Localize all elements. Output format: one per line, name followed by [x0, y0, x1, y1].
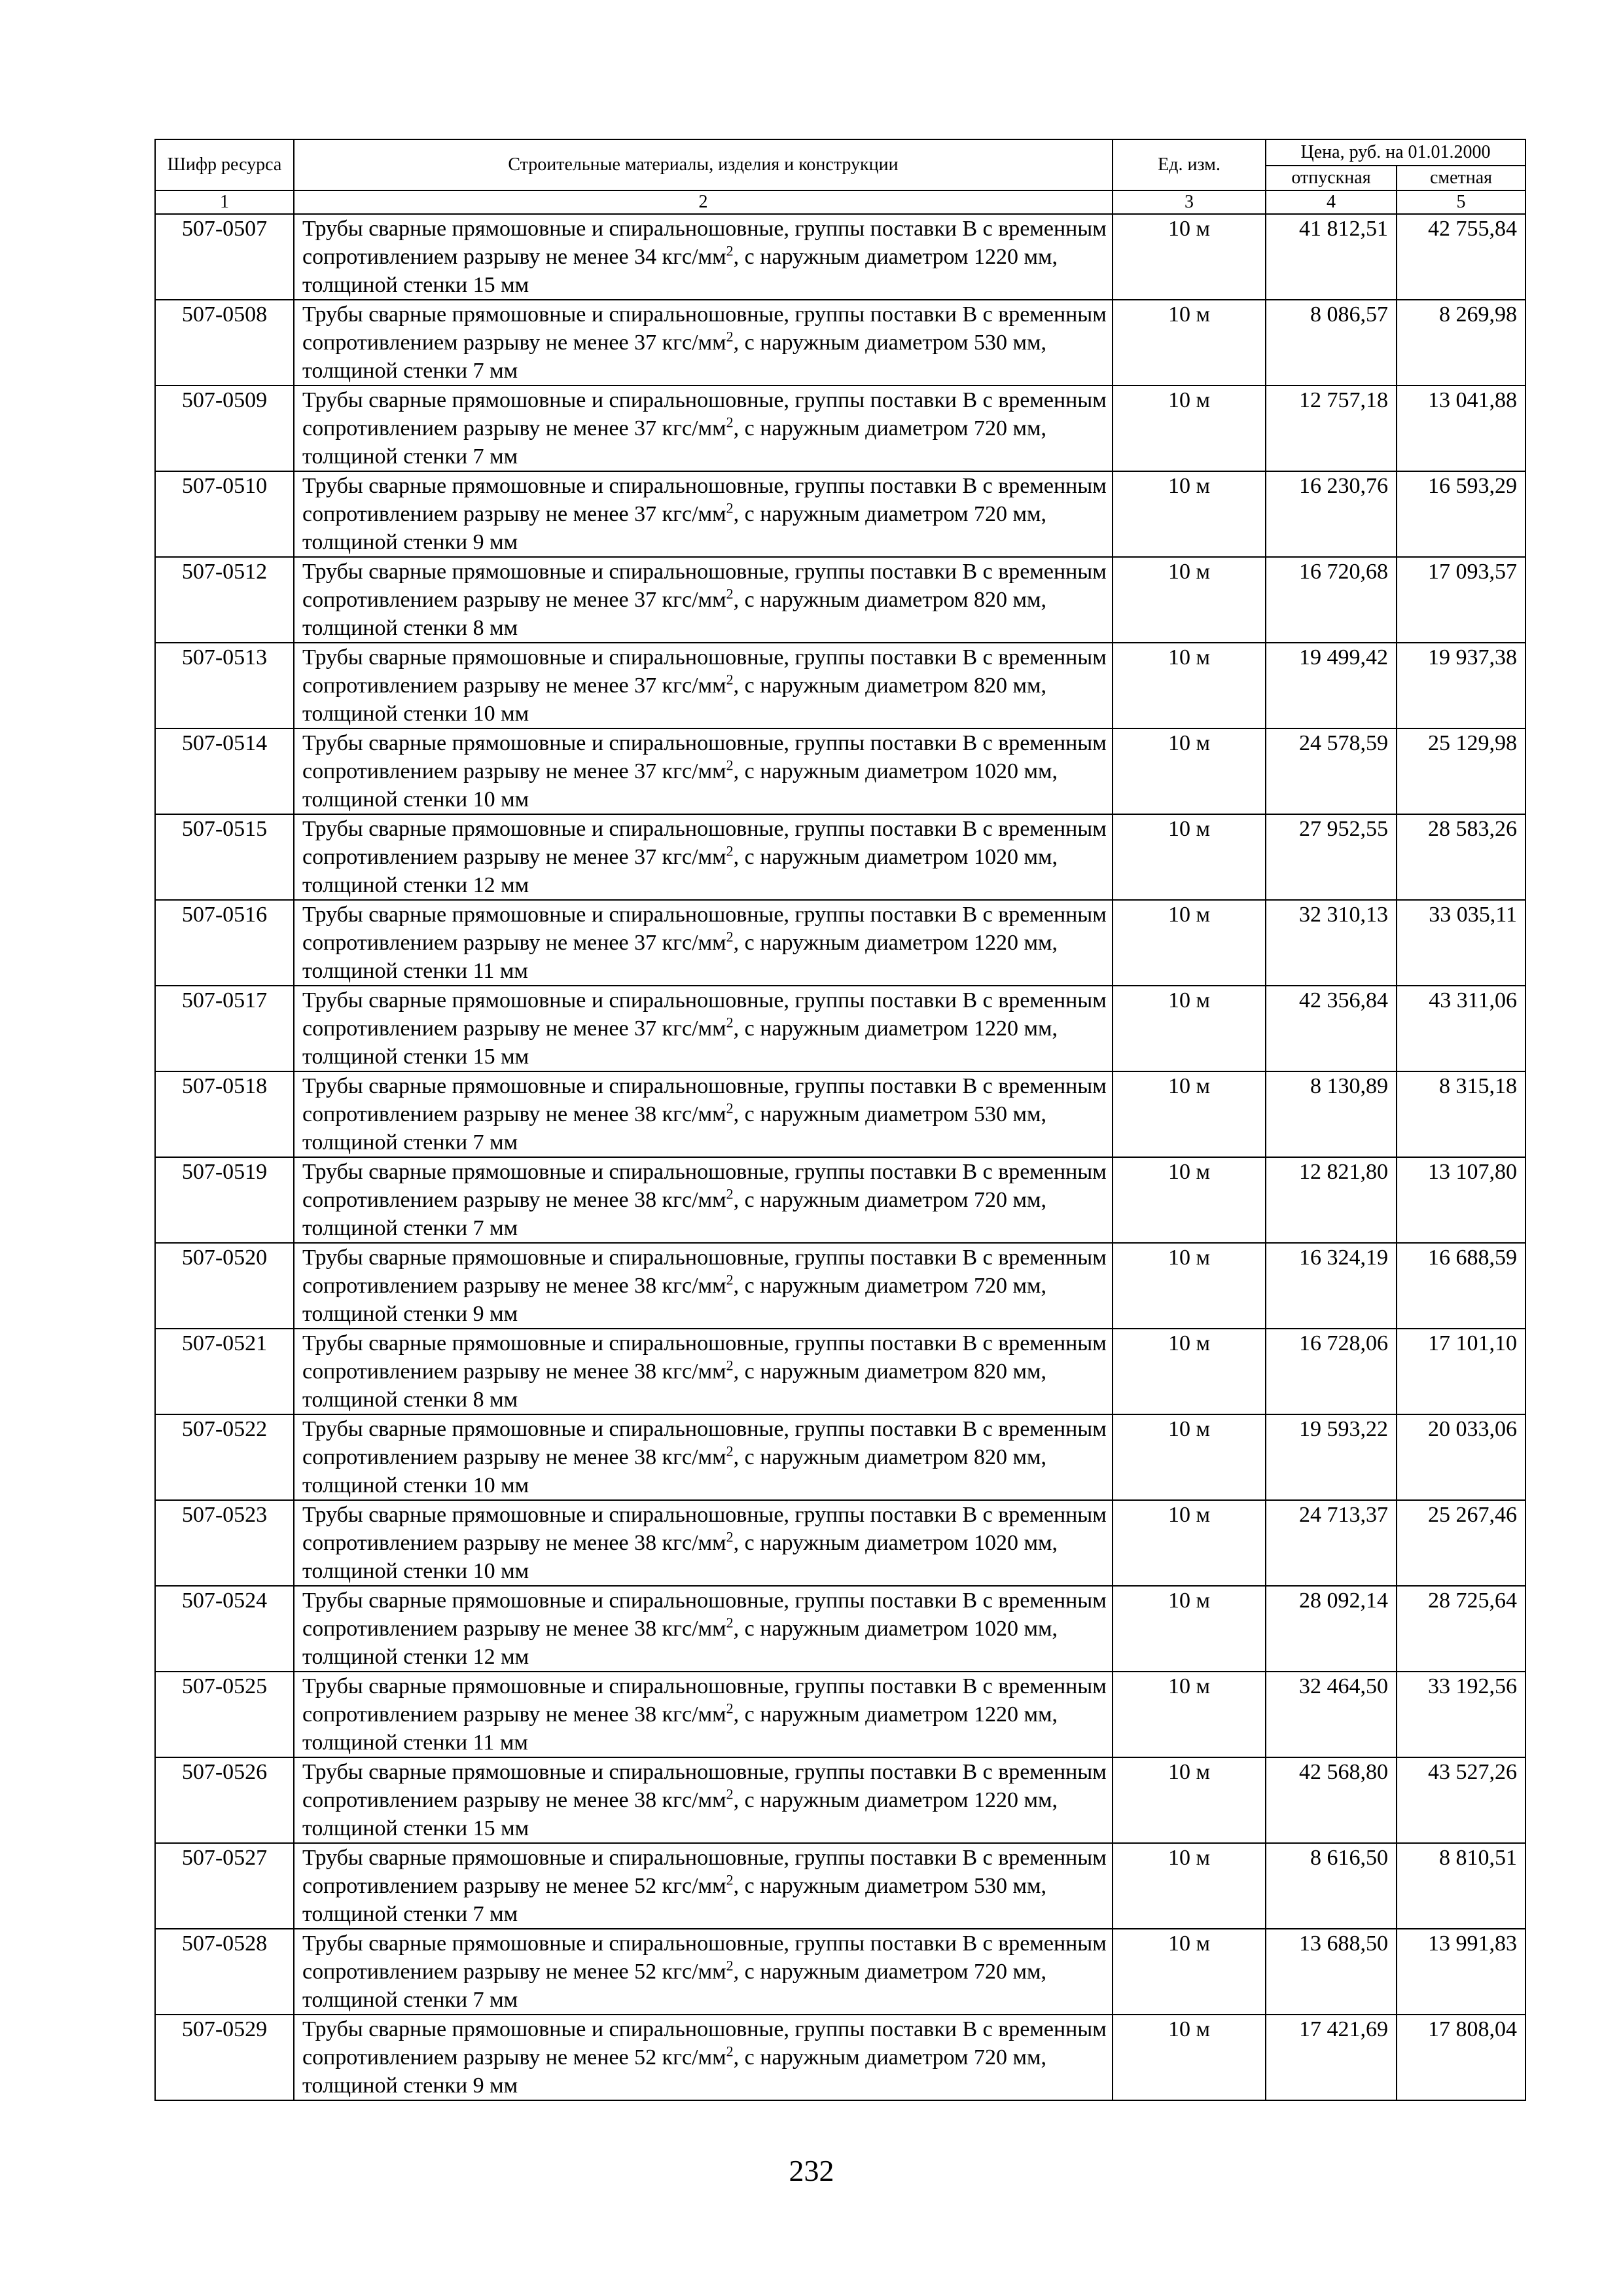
unit: 10 м: [1113, 1843, 1266, 1929]
tensile-strength: 38: [634, 1788, 657, 1812]
material-description: Трубы сварные прямошовные и спиральношовные, группы поставки В с временным сопротивлением разрыву не менее 52 кгс/$мм^2$, с наружным диаметром 720 мм, толщиной стенки 7 мм: [294, 1929, 1113, 2015]
estimate-price: 20 033,06: [1397, 1414, 1525, 1500]
table-header: [155, 139, 1525, 214]
resource-code: 507-0514: [155, 728, 294, 814]
estimate-price: 25 267,46: [1397, 1500, 1525, 1586]
wall-thickness: 7: [473, 1988, 484, 2012]
tensile-strength: 52: [634, 1874, 657, 1898]
estimate-price: 25 129,98: [1397, 728, 1525, 814]
tensile-strength: 38: [634, 1531, 657, 1555]
material-description: Трубы сварные прямошовные и спиральношовные, группы поставки В с временным сопротивлением разрыву не менее 37 кгс/$мм^2$, с наружным диаметром 720 мм, толщиной стенки 7 мм: [294, 386, 1113, 471]
estimate-price: 16 593,29: [1397, 471, 1525, 557]
estimate-price: 16 688,59: [1397, 1243, 1525, 1329]
material-description: Трубы сварные прямошовные и спиральношовные, группы поставки В с временным сопротивлением разрыву не менее 38 кгс/$мм^2$, с наружным диаметром 1220 мм, толщиной стенки 11 мм: [294, 1672, 1113, 1757]
table-row: [155, 1414, 1525, 1500]
unit: 10 м: [1113, 986, 1266, 1071]
unit: 10 м: [1113, 1500, 1266, 1586]
release-price: 28 092,14: [1266, 1586, 1397, 1672]
tensile-strength: 38: [634, 1359, 657, 1384]
resource-code: 507-0508: [155, 300, 294, 386]
wall-thickness: 8: [473, 1388, 484, 1412]
unit: 10 м: [1113, 728, 1266, 814]
tensile-strength: 37: [634, 502, 657, 526]
resource-code: 507-0528: [155, 1929, 294, 2015]
outer-diameter: 530: [973, 331, 1007, 355]
wall-thickness: 9: [473, 2073, 484, 2098]
tensile-strength: 52: [634, 1960, 657, 1984]
material-description: Трубы сварные прямошовные и спиральношовные, группы поставки В с временным сопротивлением разрыву не менее 38 кгс/$мм^2$, с наружным диаметром 820 мм, толщиной стенки 8 мм: [294, 1329, 1113, 1414]
header-estimate: сметная: [1397, 166, 1525, 190]
tensile-strength: 38: [634, 1274, 657, 1298]
unit: 10 м: [1113, 814, 1266, 900]
material-description: Трубы сварные прямошовные и спиральношовные, группы поставки В с временным сопротивлением разрыву не менее 52 кгс/$мм^2$, с наружным диаметром 530 мм, толщиной стенки 7 мм: [294, 1843, 1113, 1929]
resource-code: 507-0522: [155, 1414, 294, 1500]
header-materials: Строительные материалы, изделия и конструкции: [294, 139, 1113, 190]
estimate-price: 43 311,06: [1397, 986, 1525, 1071]
resource-code: 507-0507: [155, 214, 294, 300]
estimate-price: 8 810,51: [1397, 1843, 1525, 1929]
table-row: [155, 1586, 1525, 1672]
outer-diameter: 720: [973, 416, 1007, 440]
table-row: [155, 986, 1525, 1071]
unit: 10 м: [1113, 1757, 1266, 1843]
resource-code: 507-0517: [155, 986, 294, 1071]
material-description: Трубы сварные прямошовные и спиральношовные, группы поставки В с временным сопротивлением разрыву не менее 37 кгс/$мм^2$, с наружным диаметром 1020 мм, толщиной стенки 12 мм: [294, 814, 1113, 900]
column-number: 1: [155, 190, 294, 214]
tensile-strength: 38: [634, 1188, 657, 1212]
wall-thickness: 12: [473, 1645, 495, 1669]
page-number: 232: [789, 2154, 834, 2187]
outer-diameter: 720: [973, 1188, 1007, 1212]
estimate-price: 8 315,18: [1397, 1071, 1525, 1157]
tensile-strength: 37: [634, 331, 657, 355]
table-row: [155, 1929, 1525, 2015]
release-price: 16 720,68: [1266, 557, 1397, 643]
tensile-strength: 37: [634, 1016, 657, 1041]
wall-thickness: 10: [473, 1473, 495, 1498]
table-row: [155, 1757, 1525, 1843]
header-release: отпускная: [1266, 166, 1397, 190]
wall-thickness: 7: [473, 359, 484, 383]
table-row: [155, 1071, 1525, 1157]
material-description: Трубы сварные прямошовные и спиральношовные, группы поставки В с временным сопротивлением разрыву не менее 34 кгс/$мм^2$, с наружным диаметром 1220 мм, толщиной стенки 15 мм: [294, 214, 1113, 300]
header-unit: Ед. изм.: [1113, 139, 1266, 190]
outer-diameter: 720: [973, 1960, 1007, 1984]
resource-code: 507-0527: [155, 1843, 294, 1929]
material-description: Трубы сварные прямошовные и спиральношовные, группы поставки В с временным сопротивлением разрыву не менее 38 кгс/$мм^2$, с наружным диаметром 530 мм, толщиной стенки 7 мм: [294, 1071, 1113, 1157]
estimate-price: 28 583,26: [1397, 814, 1525, 900]
wall-thickness: 15: [473, 273, 495, 297]
wall-thickness: 7: [473, 444, 484, 469]
outer-diameter: 530: [973, 1102, 1007, 1126]
release-price: 16 230,76: [1266, 471, 1397, 557]
column-number: 5: [1397, 190, 1525, 214]
wall-thickness: 7: [473, 1902, 484, 1926]
outer-diameter: 720: [973, 2045, 1007, 2070]
estimate-price: 33 192,56: [1397, 1672, 1525, 1757]
resource-code: 507-0509: [155, 386, 294, 471]
resource-code: 507-0525: [155, 1672, 294, 1757]
column-number: 4: [1266, 190, 1397, 214]
column-number: 2: [294, 190, 1113, 214]
release-price: 27 952,55: [1266, 814, 1397, 900]
unit: 10 м: [1113, 214, 1266, 300]
table-row: [155, 728, 1525, 814]
estimate-price: 13 107,80: [1397, 1157, 1525, 1243]
resource-code: 507-0510: [155, 471, 294, 557]
release-price: 42 356,84: [1266, 986, 1397, 1071]
resource-code: 507-0529: [155, 2015, 294, 2100]
table-row: [155, 900, 1525, 986]
table-row: [155, 1843, 1525, 1929]
material-description: Трубы сварные прямошовные и спиральношовные, группы поставки В с временным сопротивлением разрыву не менее 38 кгс/$мм^2$, с наружным диаметром 1020 мм, толщиной стенки 10 мм: [294, 1500, 1113, 1586]
outer-diameter: 720: [973, 1274, 1007, 1298]
estimate-price: 8 269,98: [1397, 300, 1525, 386]
unit: 10 м: [1113, 900, 1266, 986]
resource-code: 507-0518: [155, 1071, 294, 1157]
outer-diameter: 1220: [973, 931, 1018, 955]
outer-diameter: 1020: [973, 1531, 1018, 1555]
material-description: Трубы сварные прямошовные и спиральношовные, группы поставки В с временным сопротивлением разрыву не менее 52 кгс/$мм^2$, с наружным диаметром 720 мм, толщиной стенки 9 мм: [294, 2015, 1113, 2100]
resource-code: 507-0526: [155, 1757, 294, 1843]
resource-code: 507-0516: [155, 900, 294, 986]
wall-thickness: 8: [473, 616, 484, 640]
table-row: [155, 300, 1525, 386]
release-price: 12 757,18: [1266, 386, 1397, 471]
unit: 10 м: [1113, 1586, 1266, 1672]
table-row: [155, 2015, 1525, 2100]
table-row: [155, 1243, 1525, 1329]
wall-thickness: 11: [473, 959, 495, 983]
release-price: 41 812,51: [1266, 214, 1397, 300]
unit: 10 м: [1113, 557, 1266, 643]
outer-diameter: 1220: [973, 1016, 1018, 1041]
unit: 10 м: [1113, 643, 1266, 728]
tensile-strength: 52: [634, 2045, 657, 2070]
tensile-strength: 34: [634, 245, 657, 269]
material-description: Трубы сварные прямошовные и спиральношовные, группы поставки В с временным сопротивлением разрыву не менее 38 кгс/$мм^2$, с наружным диаметром 720 мм, толщиной стенки 7 мм: [294, 1157, 1113, 1243]
resource-code: 507-0515: [155, 814, 294, 900]
material-description: Трубы сварные прямошовные и спиральношовные, группы поставки В с временным сопротивлением разрыву не менее 38 кгс/$мм^2$, с наружным диаметром 820 мм, толщиной стенки 10 мм: [294, 1414, 1113, 1500]
release-price: 12 821,80: [1266, 1157, 1397, 1243]
tensile-strength: 38: [634, 1702, 657, 1727]
wall-thickness: 15: [473, 1816, 495, 1840]
outer-diameter: 820: [973, 1359, 1007, 1384]
table-row: [155, 1500, 1525, 1586]
table-row: [155, 1329, 1525, 1414]
unit: 10 м: [1113, 386, 1266, 471]
tensile-strength: 37: [634, 931, 657, 955]
resource-code: 507-0521: [155, 1329, 294, 1414]
estimate-price: 13 041,88: [1397, 386, 1525, 471]
estimate-price: 42 755,84: [1397, 214, 1525, 300]
estimate-price: 17 808,04: [1397, 2015, 1525, 2100]
unit: 10 м: [1113, 1071, 1266, 1157]
wall-thickness: 15: [473, 1045, 495, 1069]
release-price: 32 464,50: [1266, 1672, 1397, 1757]
outer-diameter: 820: [973, 1445, 1007, 1469]
outer-diameter: 1220: [973, 245, 1018, 269]
outer-diameter: 1020: [973, 1617, 1018, 1641]
release-price: 17 421,69: [1266, 2015, 1397, 2100]
outer-diameter: 1020: [973, 845, 1018, 869]
unit: 10 м: [1113, 2015, 1266, 2100]
tensile-strength: 37: [634, 845, 657, 869]
estimate-price: 43 527,26: [1397, 1757, 1525, 1843]
outer-diameter: 530: [973, 1874, 1007, 1898]
wall-thickness: 9: [473, 1302, 484, 1326]
material-description: Трубы сварные прямошовные и спиральношовные, группы поставки В с временным сопротивлением разрыву не менее 38 кгс/$мм^2$, с наружным диаметром 1220 мм, толщиной стенки 15 мм: [294, 1757, 1113, 1843]
resource-code: 507-0519: [155, 1157, 294, 1243]
estimate-price: 13 991,83: [1397, 1929, 1525, 2015]
table-row: [155, 814, 1525, 900]
resource-code: 507-0523: [155, 1500, 294, 1586]
release-price: 8 616,50: [1266, 1843, 1397, 1929]
release-price: 13 688,50: [1266, 1929, 1397, 2015]
tensile-strength: 37: [634, 416, 657, 440]
header-price: Цена, руб. на 01.01.2000: [1266, 139, 1525, 166]
wall-thickness: 10: [473, 787, 495, 812]
material-description: Трубы сварные прямошовные и спиральношовные, группы поставки В с временным сопротивлением разрыву не менее 37 кгс/$мм^2$, с наружным диаметром 1020 мм, толщиной стенки 10 мм: [294, 728, 1113, 814]
estimate-price: 17 093,57: [1397, 557, 1525, 643]
unit: 10 м: [1113, 1929, 1266, 2015]
release-price: 42 568,80: [1266, 1757, 1397, 1843]
header-code: Шифр ресурса: [155, 139, 294, 190]
outer-diameter: 1220: [973, 1788, 1018, 1812]
wall-thickness: 10: [473, 1559, 495, 1583]
price-table: [154, 139, 1526, 2101]
wall-thickness: 9: [473, 530, 484, 554]
table-row: [155, 1672, 1525, 1757]
outer-diameter: 1220: [973, 1702, 1018, 1727]
release-price: 24 713,37: [1266, 1500, 1397, 1586]
release-price: 8 130,89: [1266, 1071, 1397, 1157]
resource-code: 507-0524: [155, 1586, 294, 1672]
wall-thickness: 12: [473, 873, 495, 897]
unit: 10 м: [1113, 1243, 1266, 1329]
wall-thickness: 11: [473, 1731, 495, 1755]
table-row: [155, 386, 1525, 471]
tensile-strength: 37: [634, 759, 657, 783]
tensile-strength: 37: [634, 673, 657, 698]
outer-diameter: 1020: [973, 759, 1018, 783]
outer-diameter: 820: [973, 673, 1007, 698]
resource-code: 507-0520: [155, 1243, 294, 1329]
release-price: 32 310,13: [1266, 900, 1397, 986]
material-description: Трубы сварные прямошовные и спиральношовные, группы поставки В с временным сопротивлением разрыву не менее 37 кгс/$мм^2$, с наружным диаметром 1220 мм, толщиной стенки 15 мм: [294, 986, 1113, 1071]
material-description: Трубы сварные прямошовные и спиральношовные, группы поставки В с временным сопротивлением разрыву не менее 38 кгс/$мм^2$, с наружным диаметром 1020 мм, толщиной стенки 12 мм: [294, 1586, 1113, 1672]
table-row: [155, 1157, 1525, 1243]
tensile-strength: 38: [634, 1445, 657, 1469]
release-price: 8 086,57: [1266, 300, 1397, 386]
table-row: [155, 214, 1525, 300]
resource-code: 507-0512: [155, 557, 294, 643]
estimate-price: 17 101,10: [1397, 1329, 1525, 1414]
release-price: 16 324,19: [1266, 1243, 1397, 1329]
tensile-strength: 38: [634, 1617, 657, 1641]
unit: 10 м: [1113, 1672, 1266, 1757]
material-description: Трубы сварные прямошовные и спиральношовные, группы поставки В с временным сопротивлением разрыву не менее 37 кгс/$мм^2$, с наружным диаметром 1220 мм, толщиной стенки 11 мм: [294, 900, 1113, 986]
unit: 10 м: [1113, 1329, 1266, 1414]
wall-thickness: 10: [473, 702, 495, 726]
release-price: 16 728,06: [1266, 1329, 1397, 1414]
material-description: Трубы сварные прямошовные и спиральношовные, группы поставки В с временным сопротивлением разрыву не менее 37 кгс/$мм^2$, с наружным диаметром 720 мм, толщиной стенки 9 мм: [294, 471, 1113, 557]
material-description: Трубы сварные прямошовные и спиральношовные, группы поставки В с временным сопротивлением разрыву не менее 38 кгс/$мм^2$, с наружным диаметром 720 мм, толщиной стенки 9 мм: [294, 1243, 1113, 1329]
outer-diameter: 820: [973, 588, 1007, 612]
unit: 10 м: [1113, 300, 1266, 386]
release-price: 19 593,22: [1266, 1414, 1397, 1500]
column-number: 3: [1113, 190, 1266, 214]
table-row: [155, 557, 1525, 643]
unit: 10 м: [1113, 1157, 1266, 1243]
estimate-price: 19 937,38: [1397, 643, 1525, 728]
release-price: 19 499,42: [1266, 643, 1397, 728]
material-description: Трубы сварные прямошовные и спиральношовные, группы поставки В с временным сопротивлением разрыву не менее 37 кгс/$мм^2$, с наружным диаметром 820 мм, толщиной стенки 8 мм: [294, 557, 1113, 643]
tensile-strength: 38: [634, 1102, 657, 1126]
release-price: 24 578,59: [1266, 728, 1397, 814]
resource-code: 507-0513: [155, 643, 294, 728]
unit: 10 м: [1113, 1414, 1266, 1500]
table-row: [155, 471, 1525, 557]
table-row: [155, 643, 1525, 728]
outer-diameter: 720: [973, 502, 1007, 526]
material-description: Трубы сварные прямошовные и спиральношовные, группы поставки В с временным сопротивлением разрыву не менее 37 кгс/$мм^2$, с наружным диаметром 530 мм, толщиной стенки 7 мм: [294, 300, 1113, 386]
table-body: [155, 214, 1525, 2100]
estimate-price: 28 725,64: [1397, 1586, 1525, 1672]
unit: 10 м: [1113, 471, 1266, 557]
tensile-strength: 37: [634, 588, 657, 612]
estimate-price: 33 035,11: [1397, 900, 1525, 986]
wall-thickness: 7: [473, 1216, 484, 1240]
material-description: Трубы сварные прямошовные и спиральношовные, группы поставки В с временным сопротивлением разрыву не менее 37 кгс/$мм^2$, с наружным диаметром 820 мм, толщиной стенки 10 мм: [294, 643, 1113, 728]
wall-thickness: 7: [473, 1130, 484, 1155]
